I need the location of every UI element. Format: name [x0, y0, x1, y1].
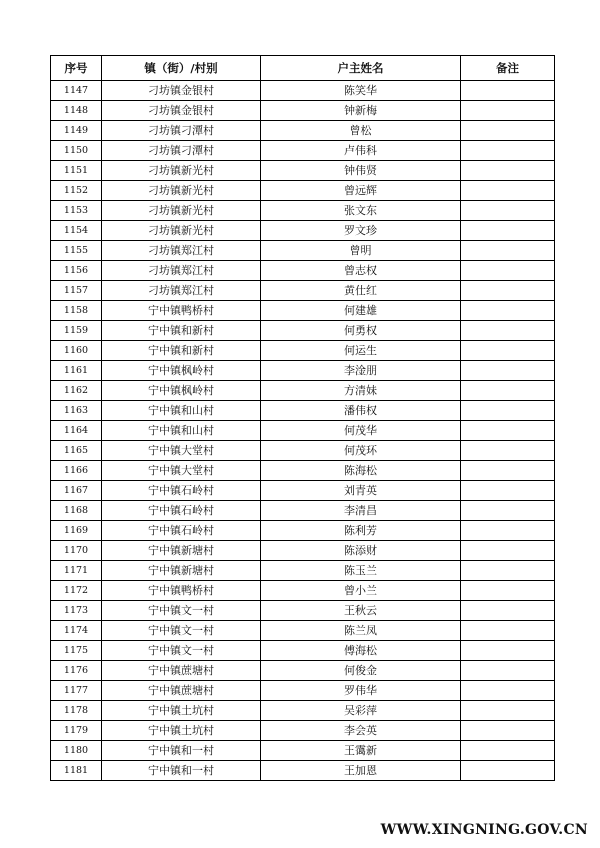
row-householder-name: 陈玉兰 [261, 561, 461, 581]
row-remark [461, 201, 555, 221]
row-householder-name: 黄仕红 [261, 281, 461, 301]
table-row [51, 601, 555, 621]
row-remark [461, 441, 555, 461]
table-row [51, 401, 555, 421]
row-town-village: 宁中镇文一村 [102, 641, 261, 661]
row-serial-number: 1171 [51, 561, 102, 581]
row-remark [461, 681, 555, 701]
row-householder-name: 吴彩萍 [261, 701, 461, 721]
row-remark [461, 601, 555, 621]
row-town-village: 刁坊镇新光村 [102, 161, 261, 181]
row-householder-name: 刘青英 [261, 481, 461, 501]
table-row [51, 161, 555, 181]
row-serial-number: 1174 [51, 621, 102, 641]
row-serial-number: 1160 [51, 341, 102, 361]
row-town-village: 刁坊镇金银村 [102, 101, 261, 121]
row-serial-number: 1173 [51, 601, 102, 621]
row-town-village: 宁中镇枫岭村 [102, 381, 261, 401]
table-row [51, 201, 555, 221]
row-remark [461, 161, 555, 181]
row-remark [461, 381, 555, 401]
row-remark [461, 641, 555, 661]
table-row [51, 721, 555, 741]
row-remark [461, 701, 555, 721]
row-town-village: 宁中镇石岭村 [102, 481, 261, 501]
row-town-village: 刁坊镇郑江村 [102, 241, 261, 261]
row-serial-number: 1148 [51, 101, 102, 121]
row-householder-name: 曾松 [261, 121, 461, 141]
row-householder-name: 李淦朋 [261, 361, 461, 381]
table-row [51, 341, 555, 361]
row-serial-number: 1157 [51, 281, 102, 301]
row-serial-number: 1163 [51, 401, 102, 421]
header-row [51, 56, 555, 81]
row-serial-number: 1149 [51, 121, 102, 141]
table-row [51, 381, 555, 401]
row-householder-name: 王秋云 [261, 601, 461, 621]
row-serial-number: 1175 [51, 641, 102, 661]
table-row [51, 561, 555, 581]
table-row [51, 761, 555, 781]
table-row [51, 541, 555, 561]
row-serial-number: 1178 [51, 701, 102, 721]
table-row [51, 301, 555, 321]
row-householder-name: 何茂华 [261, 421, 461, 441]
table-row [51, 521, 555, 541]
row-town-village: 刁坊镇郑江村 [102, 261, 261, 281]
header-serial-number: 序号 [51, 56, 102, 81]
row-householder-name: 何俊金 [261, 661, 461, 681]
row-town-village: 宁中镇枫岭村 [102, 361, 261, 381]
row-householder-name: 潘伟权 [261, 401, 461, 421]
row-town-village: 宁中镇鸭桥村 [102, 301, 261, 321]
row-householder-name: 罗伟华 [261, 681, 461, 701]
row-householder-name: 陈海松 [261, 461, 461, 481]
row-town-village: 宁中镇和新村 [102, 321, 261, 341]
table-row [51, 581, 555, 601]
table-row [51, 121, 555, 141]
row-serial-number: 1168 [51, 501, 102, 521]
row-town-village: 宁中镇和一村 [102, 761, 261, 781]
row-remark [461, 321, 555, 341]
row-town-village: 宁中镇土坑村 [102, 721, 261, 741]
table-row [51, 261, 555, 281]
row-serial-number: 1179 [51, 721, 102, 741]
row-remark [461, 81, 555, 101]
row-householder-name: 曾志权 [261, 261, 461, 281]
row-householder-name: 李会英 [261, 721, 461, 741]
table-row [51, 81, 555, 101]
row-remark [461, 661, 555, 681]
row-serial-number: 1158 [51, 301, 102, 321]
row-town-village: 刁坊镇刁潭村 [102, 141, 261, 161]
row-town-village: 刁坊镇郑江村 [102, 281, 261, 301]
row-serial-number: 1161 [51, 361, 102, 381]
row-remark [461, 261, 555, 281]
householder-table [50, 55, 555, 781]
table-row [51, 181, 555, 201]
row-serial-number: 1167 [51, 481, 102, 501]
row-town-village: 宁中镇大堂村 [102, 441, 261, 461]
row-householder-name: 陈兰凤 [261, 621, 461, 641]
row-town-village: 宁中镇蔗塘村 [102, 681, 261, 701]
row-town-village: 宁中镇石岭村 [102, 521, 261, 541]
row-remark [461, 341, 555, 361]
row-town-village: 宁中镇土坑村 [102, 701, 261, 721]
row-householder-name: 王霭新 [261, 741, 461, 761]
row-town-village: 宁中镇新塘村 [102, 561, 261, 581]
row-serial-number: 1164 [51, 421, 102, 441]
row-householder-name: 罗文珍 [261, 221, 461, 241]
row-householder-name: 何建雄 [261, 301, 461, 321]
row-householder-name: 方清妹 [261, 381, 461, 401]
row-serial-number: 1177 [51, 681, 102, 701]
row-town-village: 宁中镇和山村 [102, 401, 261, 421]
row-town-village: 宁中镇和山村 [102, 421, 261, 441]
table-row [51, 701, 555, 721]
row-town-village: 刁坊镇新光村 [102, 181, 261, 201]
row-serial-number: 1165 [51, 441, 102, 461]
row-town-village: 宁中镇大堂村 [102, 461, 261, 481]
row-town-village: 刁坊镇刁潭村 [102, 121, 261, 141]
table-row [51, 681, 555, 701]
table-row [51, 661, 555, 681]
header-town-village: 镇（街）/村别 [102, 56, 261, 81]
row-town-village: 宁中镇文一村 [102, 601, 261, 621]
row-serial-number: 1156 [51, 261, 102, 281]
table-header [51, 56, 555, 81]
row-householder-name: 卢伟科 [261, 141, 461, 161]
row-remark [461, 241, 555, 261]
row-town-village: 宁中镇石岭村 [102, 501, 261, 521]
row-householder-name: 何茂环 [261, 441, 461, 461]
row-householder-name: 陈利芳 [261, 521, 461, 541]
row-householder-name: 曾明 [261, 241, 461, 261]
row-remark [461, 121, 555, 141]
table-row [51, 741, 555, 761]
row-town-village: 宁中镇新塘村 [102, 541, 261, 561]
row-town-village: 刁坊镇新光村 [102, 201, 261, 221]
table-row [51, 221, 555, 241]
table-row [51, 361, 555, 381]
row-town-village: 宁中镇和新村 [102, 341, 261, 361]
table-row [51, 621, 555, 641]
table-row [51, 641, 555, 661]
row-remark [461, 281, 555, 301]
row-serial-number: 1169 [51, 521, 102, 541]
row-serial-number: 1154 [51, 221, 102, 241]
row-town-village: 刁坊镇新光村 [102, 221, 261, 241]
table-row [51, 501, 555, 521]
row-serial-number: 1151 [51, 161, 102, 181]
row-serial-number: 1176 [51, 661, 102, 681]
table-row [51, 461, 555, 481]
row-householder-name: 陈笑华 [261, 81, 461, 101]
row-serial-number: 1180 [51, 741, 102, 761]
row-householder-name: 李清昌 [261, 501, 461, 521]
row-remark [461, 541, 555, 561]
row-serial-number: 1155 [51, 241, 102, 261]
row-remark [461, 301, 555, 321]
table-row [51, 421, 555, 441]
row-remark [461, 361, 555, 381]
row-serial-number: 1147 [51, 81, 102, 101]
row-remark [461, 521, 555, 541]
table-body [51, 81, 555, 781]
row-serial-number: 1181 [51, 761, 102, 781]
row-town-village: 宁中镇文一村 [102, 621, 261, 641]
row-remark [461, 101, 555, 121]
row-serial-number: 1162 [51, 381, 102, 401]
row-householder-name: 王加恩 [261, 761, 461, 781]
table-row [51, 281, 555, 301]
header-householder-name: 户主姓名 [261, 56, 461, 81]
row-remark [461, 221, 555, 241]
row-serial-number: 1153 [51, 201, 102, 221]
row-remark [461, 561, 555, 581]
row-remark [461, 401, 555, 421]
row-remark [461, 481, 555, 501]
row-serial-number: 1166 [51, 461, 102, 481]
row-remark [461, 621, 555, 641]
row-town-village: 刁坊镇金银村 [102, 81, 261, 101]
table-row [51, 481, 555, 501]
row-householder-name: 曾远辉 [261, 181, 461, 201]
row-town-village: 宁中镇蔗塘村 [102, 661, 261, 681]
row-remark [461, 181, 555, 201]
row-householder-name: 钟伟贤 [261, 161, 461, 181]
row-householder-name: 何运生 [261, 341, 461, 361]
row-householder-name: 陈添财 [261, 541, 461, 561]
table-row [51, 441, 555, 461]
row-householder-name: 傅海松 [261, 641, 461, 661]
row-householder-name: 钟新梅 [261, 101, 461, 121]
header-remark: 备注 [461, 56, 555, 81]
row-town-village: 宁中镇鸭桥村 [102, 581, 261, 601]
row-remark [461, 741, 555, 761]
row-serial-number: 1159 [51, 321, 102, 341]
row-householder-name: 曾小兰 [261, 581, 461, 601]
row-remark [461, 581, 555, 601]
row-remark [461, 501, 555, 521]
row-remark [461, 721, 555, 741]
table-row [51, 241, 555, 261]
row-householder-name: 张文东 [261, 201, 461, 221]
row-serial-number: 1152 [51, 181, 102, 201]
row-remark [461, 761, 555, 781]
row-remark [461, 141, 555, 161]
row-serial-number: 1170 [51, 541, 102, 561]
table-row [51, 321, 555, 341]
table-row [51, 141, 555, 161]
row-serial-number: 1150 [51, 141, 102, 161]
row-remark [461, 461, 555, 481]
row-householder-name: 何勇权 [261, 321, 461, 341]
row-town-village: 宁中镇和一村 [102, 741, 261, 761]
site-url-footer: WWW.XINGNING.GOV.CN [380, 822, 588, 838]
row-serial-number: 1172 [51, 581, 102, 601]
row-remark [461, 421, 555, 441]
table-row [51, 101, 555, 121]
